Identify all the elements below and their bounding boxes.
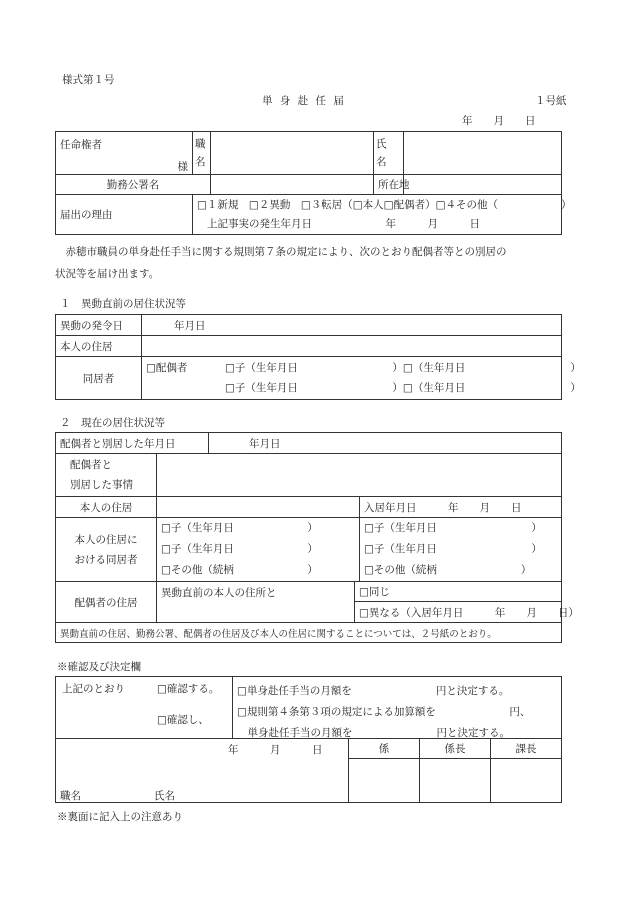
- s1-cohabitant-label: 同居者: [56, 357, 142, 400]
- kakaricho-stamp[interactable]: [420, 759, 491, 803]
- cohab-left-3[interactable]: □その他（続柄 ）: [161, 564, 318, 576]
- decision-cell: [56, 677, 562, 739]
- s1-child-row-1[interactable]: □子（生年月日 ）□（生年月日 ）: [225, 362, 581, 374]
- move-in-date[interactable]: 入居年月日 年 月 日: [360, 497, 562, 518]
- shokumei-field[interactable]: [211, 132, 374, 175]
- section2-table: [55, 432, 579, 643]
- intro-line-2: 状況等を届け出ます。: [55, 268, 160, 280]
- location-field[interactable]: [404, 175, 562, 195]
- decision-right[interactable]: [237, 681, 530, 744]
- s1-residence-label: 本人の住居: [56, 336, 142, 357]
- cohab-left-2[interactable]: □子（生年月日 ）: [161, 543, 318, 555]
- appointer-cell: [56, 132, 193, 175]
- kacho-stamp[interactable]: [491, 759, 562, 803]
- occurrence-date: 上記事実の発生年月日 年 月 日: [207, 217, 480, 230]
- section2-note: 異動直前の住居、勤務公署、配偶者の住居及び本人の住居に関することについては、２号紙のとおり。: [56, 623, 562, 643]
- decision-table: [55, 676, 562, 803]
- cohab-right-1[interactable]: □子（生年月日 ）: [364, 522, 542, 534]
- shi-2: 名: [376, 156, 387, 168]
- appointer-label: 任命権者: [60, 139, 102, 151]
- cohab-line-1: 本人の住居に: [74, 533, 138, 546]
- above-label: 上記のとおり: [62, 683, 125, 695]
- kakaricho-label: 係長: [420, 739, 491, 759]
- section1-table: [55, 314, 581, 400]
- sama-label: 様: [177, 161, 188, 173]
- cohab-right-3[interactable]: □その他（続柄 ）: [364, 564, 532, 576]
- spouse-residence-label: 配偶者の住居: [56, 582, 157, 623]
- s2-residence-label: 本人の住居: [56, 497, 157, 518]
- section1-heading: １ 異動直前の居住状況等: [60, 298, 186, 310]
- separate-date-label: 配偶者と別居した年月日: [56, 433, 209, 454]
- s2-cohab-left[interactable]: [157, 518, 360, 582]
- s1-child-row-2[interactable]: □子（生年月日 ）□（生年月日 ）: [225, 382, 581, 394]
- reason-options-cell[interactable]: [193, 195, 572, 235]
- footer-note: ※裏面に記入上の注意あり: [57, 811, 183, 823]
- reason-line-2: 別居した事情: [70, 479, 133, 491]
- order-date-label: 異動の発令日: [56, 315, 142, 336]
- sheet-number: １号紙: [535, 95, 567, 107]
- separate-date-value[interactable]: 年月日: [209, 433, 562, 454]
- shoku-2: 名: [195, 156, 206, 168]
- spouse-checkbox[interactable]: □配偶者: [146, 362, 188, 374]
- reason-line-1: 配偶者と: [70, 459, 112, 471]
- shoku-label: [193, 132, 211, 175]
- same-checkbox[interactable]: □同じ: [355, 582, 562, 602]
- s2-residence-field[interactable]: [157, 497, 360, 518]
- office-field[interactable]: [211, 175, 374, 195]
- s2-cohabitant-label: [56, 518, 157, 582]
- decision-line-2[interactable]: □規則第４条第３項の規定による加算額を 円、: [237, 706, 531, 718]
- cohab-line-2: おける同居者: [74, 553, 138, 566]
- decision-left: [56, 677, 233, 739]
- separate-reason-label: [56, 454, 157, 497]
- previous-address-label: 異動直前の本人の住所と: [157, 582, 355, 623]
- cohab-right-2[interactable]: □子（生年月日 ）: [364, 543, 542, 555]
- separate-reason-field[interactable]: [157, 454, 562, 497]
- form-title: 単 身 赴 任 届: [262, 95, 346, 107]
- decision-heading: ※確認及び決定欄: [57, 661, 141, 673]
- kacho-label: 課長: [491, 739, 562, 759]
- shimei-field[interactable]: [404, 132, 562, 175]
- location-label: [374, 175, 410, 195]
- form-number: 様式第１号: [62, 74, 115, 86]
- reason-options[interactable]: □１新規 □２異動 □３転居（□本人□配偶者）□４その他（ ）: [197, 198, 572, 211]
- reason-label: 届出の理由: [56, 195, 193, 235]
- shokumei-label: 職名: [60, 790, 81, 802]
- intro-text: [55, 241, 507, 285]
- confirm-checkbox[interactable]: □確認する。: [157, 683, 220, 695]
- office-label: 勤務公署名: [56, 175, 211, 195]
- header-date: 年 月 日: [462, 115, 536, 127]
- section2-heading: ２ 現在の居住状況等: [60, 417, 165, 429]
- different-checkbox[interactable]: □異なる（入居年月日 年 月 日）: [355, 602, 562, 623]
- intro-line-1: 赤穂市職員の単身赴任手当に関する規則第７条の規定により、次のとおり配偶者等との別居の: [55, 246, 507, 258]
- confirm-partial-checkbox[interactable]: □確認し、: [157, 714, 209, 726]
- cohab-left-1[interactable]: □子（生年月日 ）: [161, 522, 318, 534]
- kakari-label: 係: [349, 739, 420, 759]
- decision-date[interactable]: 年 月 日: [228, 744, 323, 756]
- shi-1: 氏: [376, 138, 387, 150]
- shimei-label: [374, 132, 404, 175]
- decision-line-1[interactable]: □単身赴任手当の月額を 円と決定する。: [237, 685, 510, 697]
- s1-cohabitant-cell[interactable]: [142, 357, 581, 400]
- decision-line-3[interactable]: 単身赴任手当の月額を 円と決定する。: [237, 727, 510, 739]
- location-text: 所在地: [378, 179, 410, 191]
- s1-residence-field[interactable]: [142, 336, 562, 357]
- s2-cohab-right[interactable]: [360, 518, 562, 582]
- shoku-1: 職: [195, 138, 206, 150]
- signature-cell[interactable]: [56, 739, 349, 803]
- order-date-value[interactable]: 年月日: [142, 315, 562, 336]
- kakari-stamp[interactable]: [349, 759, 420, 803]
- shimei-label-bottom: 氏名: [154, 790, 175, 802]
- top-table: [55, 131, 572, 235]
